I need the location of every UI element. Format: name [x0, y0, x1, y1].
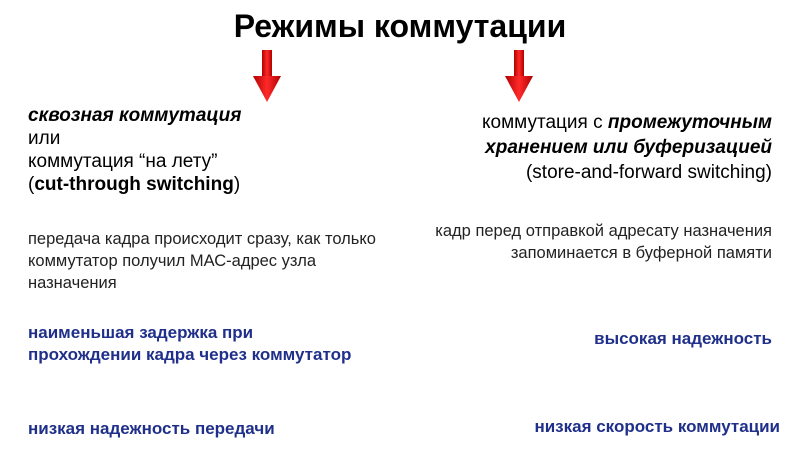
cut-through-disadvantage: низкая надежность передачи [28, 419, 275, 438]
cut-through-advantage: наименьшая задержка при прохождении кадра через коммутатор [28, 323, 352, 364]
cut-through-name: сквозная коммутация [28, 105, 242, 126]
arrow-down-icon [253, 50, 281, 102]
store-forward-advantage: высокая надежность [594, 329, 772, 348]
store-forward-plain: коммутация с [482, 112, 608, 133]
paren-close: ) [765, 162, 772, 183]
on-the-fly-name: коммутация “на лету” [28, 151, 218, 172]
store-forward-italic: промежуточным [607, 112, 772, 133]
store-forward-english [392, 160, 772, 185]
store-forward-disadvantage: низкая скорость коммутации [534, 417, 780, 436]
paren-close: ) [233, 174, 241, 195]
cut-through-heading [28, 104, 388, 196]
paren-open: ( [28, 174, 35, 195]
cut-through-english-text: cut-through switching [34, 174, 234, 195]
store-forward-description: кадр перед отправкой адресату назначения запоминается в буферной памяти [435, 222, 772, 262]
store-forward-line2: хранением или буферизацией [485, 137, 772, 158]
cut-through-description: передача кадра происходит сразу, как только коммутатор получил МАС-адрес узла назначения [28, 230, 376, 292]
store-forward-english-text: store-and-forward switching [532, 162, 766, 183]
store-forward-line1 [392, 110, 772, 135]
page-title: Режимы коммутации [233, 8, 567, 44]
or-connector: или [28, 128, 61, 149]
paren-open: ( [525, 162, 533, 183]
arrow-down-icon [505, 50, 533, 102]
cut-through-english [28, 173, 388, 196]
store-forward-heading [392, 110, 772, 185]
